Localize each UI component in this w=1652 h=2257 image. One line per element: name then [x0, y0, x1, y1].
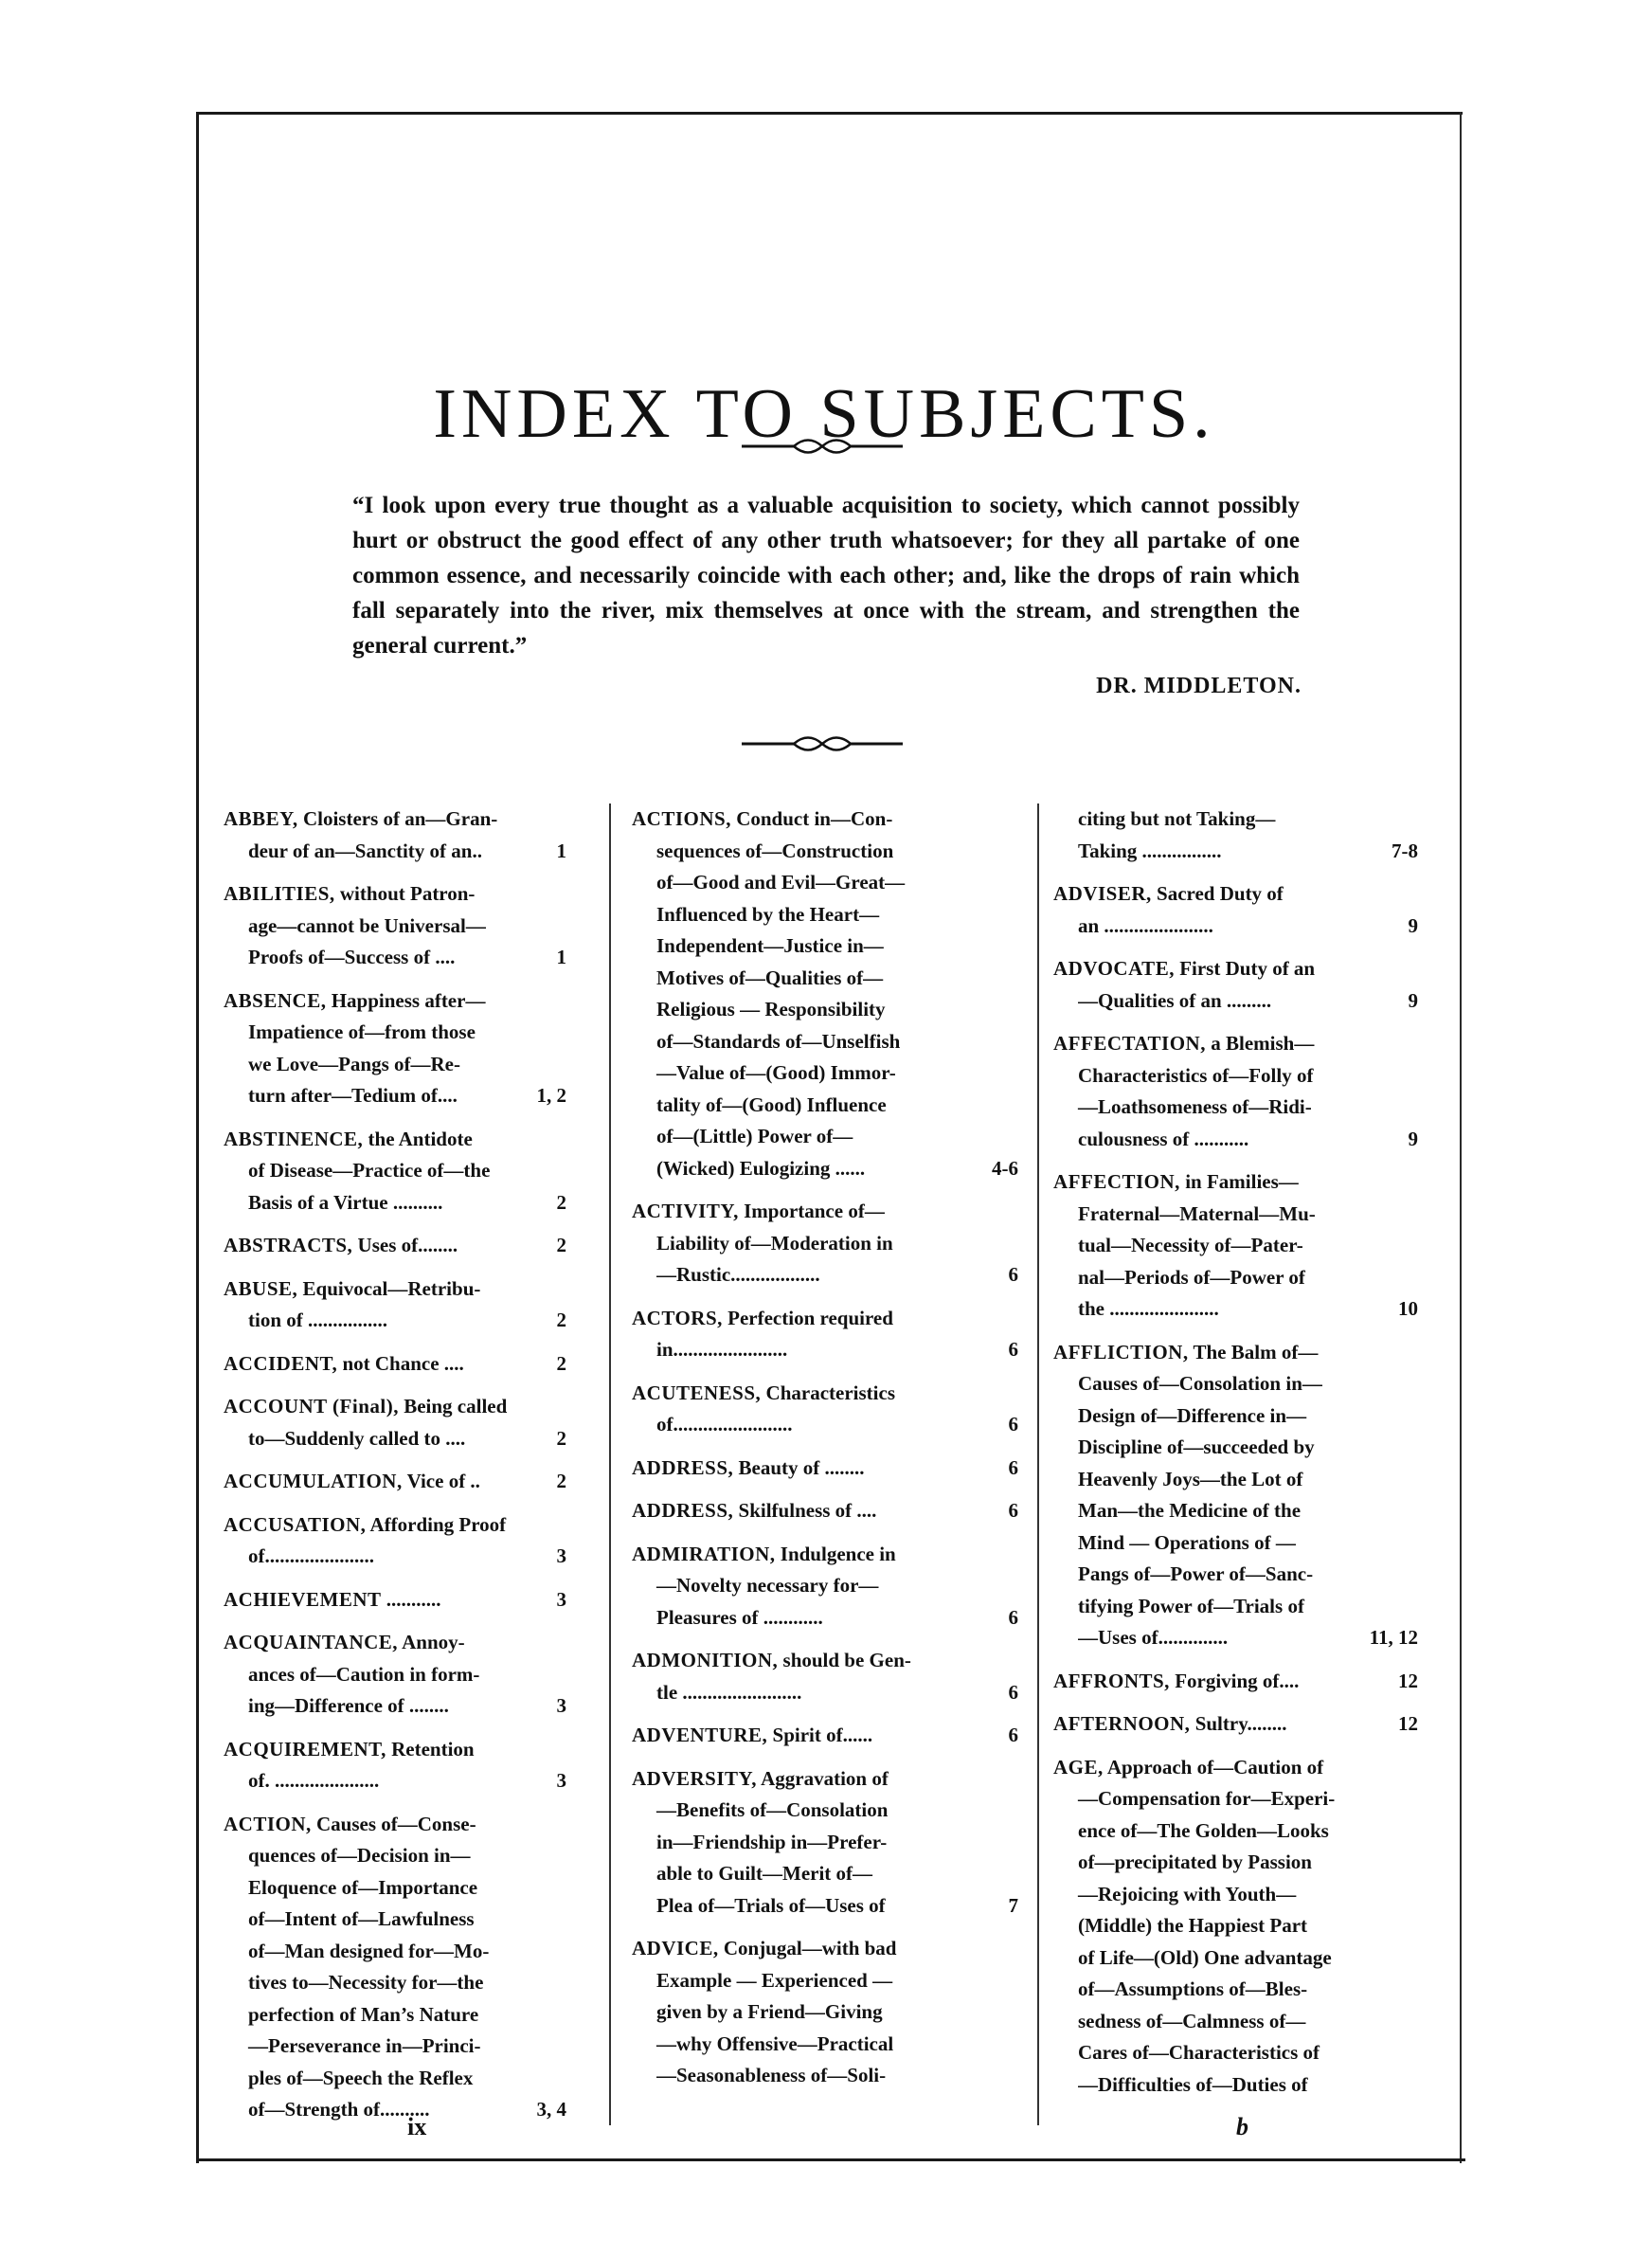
index-entry	[632, 1453, 1018, 1485]
index-entry	[224, 1466, 566, 1498]
entry-text: Plea of—Trials of—Uses of	[656, 1893, 886, 1917]
entry-text: Beauty of ........	[738, 1455, 865, 1479]
entry-page-ref: 3	[556, 1694, 566, 1717]
entry-heading: ABUSE,	[224, 1276, 298, 1300]
entry-heading: ACCIDENT,	[224, 1351, 338, 1375]
page-number: ix	[407, 2113, 427, 2140]
entry-text: First Duty of an	[1179, 957, 1316, 980]
entry-text: without Patron-	[339, 882, 476, 905]
index-entry	[632, 1196, 1018, 1291]
entry-text: Causes of—Consolation in—	[1078, 1372, 1322, 1395]
entry-page-ref: 2	[556, 1190, 566, 1214]
page-frame-left-rule	[196, 112, 199, 2163]
entry-page-ref: 9	[1408, 1127, 1418, 1150]
entry-text: Sacred Duty of	[1157, 882, 1284, 905]
entry-text: —Perseverance in—Princi-	[248, 2034, 481, 2057]
entry-heading: ADMONITION,	[632, 1649, 779, 1671]
entry-text: Being called	[404, 1395, 508, 1417]
entry-heading: ACHIEVEMENT	[224, 1587, 382, 1611]
entry-text: tual—Necessity of—Pater-	[1078, 1234, 1303, 1256]
entry-text: in.......................	[656, 1338, 788, 1361]
index-entry	[632, 1539, 1018, 1634]
entry-text: Cares of—Characteristics of	[1078, 2041, 1320, 2064]
entry-page-ref: 2	[556, 1351, 566, 1375]
entry-text: citing but not Taking—	[1078, 807, 1276, 830]
entry-page-ref: 3	[556, 1769, 566, 1792]
entry-text: a Blemish—	[1211, 1032, 1315, 1055]
entry-heading: ADDRESS,	[632, 1455, 734, 1479]
entry-text: —Difficulties of—Duties of	[1078, 2072, 1308, 2096]
entry-text: Impatience of—from those	[248, 1020, 476, 1043]
entry-text: sequences of—Construction	[656, 839, 894, 862]
entry-text: ples of—Speech the Reflex	[248, 2066, 474, 2089]
entry-text: of—Assumptions of—Bles-	[1078, 1977, 1308, 2000]
entry-text: Design of—Difference in—	[1078, 1403, 1307, 1427]
entry-page-ref: 6	[1008, 1338, 1018, 1361]
entry-heading: ABSTINENCE,	[224, 1127, 364, 1150]
page-frame-right-rule	[1460, 112, 1462, 2163]
entry-text: Eloquence of—Importance	[248, 1875, 478, 1899]
entry-page-ref: 1	[556, 839, 566, 862]
entry-text: in—Friendship in—Prefer-	[656, 1830, 888, 1853]
page-title: INDEX TO SUBJECTS.	[433, 374, 1215, 453]
entry-page-ref: 2	[556, 1309, 566, 1331]
entry-text: Religious — Responsibility	[656, 998, 886, 1020]
page-frame-top-rule	[196, 112, 1463, 115]
index-entry	[1053, 953, 1418, 1017]
entry-heading: AFFECTATION,	[1053, 1032, 1206, 1055]
entry-text: of—Standards of—Unselfish	[656, 1029, 901, 1053]
entry-text: tion of ................	[248, 1309, 387, 1331]
entry-heading: ADVISER,	[1053, 882, 1152, 905]
index-entry	[224, 1230, 566, 1262]
index-entry	[224, 1124, 566, 1219]
entry-text: nal—Periods of—Power of	[1078, 1265, 1305, 1289]
index-column-3	[1053, 803, 1418, 2112]
entry-page-ref: 2	[556, 1234, 566, 1256]
entry-text: —Uses of..............	[1078, 1626, 1229, 1649]
entry-page-ref: 6	[1008, 1680, 1018, 1704]
entry-text: Influenced by the Heart—	[656, 902, 880, 926]
entry-text: Aggravation of	[761, 1766, 889, 1790]
entry-text: Taking ................	[1078, 839, 1222, 862]
entry-text: —Rejoicing with Youth—	[1078, 1882, 1297, 1905]
entry-heading: ABILITIES,	[224, 882, 335, 905]
index-entry	[224, 1584, 566, 1616]
entry-text: ing—Difference of ........	[248, 1694, 449, 1717]
entry-text: ...........	[386, 1587, 441, 1611]
ornament-divider-icon	[742, 730, 903, 758]
entry-text: Pangs of—Power of—Sanc-	[1078, 1562, 1314, 1585]
entry-text: tle ........................	[656, 1680, 802, 1704]
entry-text: Fraternal—Maternal—Mu-	[1078, 1201, 1316, 1225]
entry-page-ref: 6	[1008, 1455, 1018, 1479]
entry-heading: ABSTRACTS,	[224, 1234, 353, 1256]
index-entry	[224, 1627, 566, 1723]
entry-text: —Qualities of an .........	[1078, 988, 1272, 1012]
entry-page-ref: 6	[1008, 1724, 1018, 1746]
entry-heading: ADDRESS,	[632, 1499, 734, 1522]
entry-text: of. .....................	[248, 1769, 380, 1792]
index-entry	[224, 1809, 566, 2126]
entry-text: of Life—(Old) One advantage	[1078, 1945, 1332, 1969]
index-entry	[632, 1933, 1018, 2092]
entry-text: Forgiving of....	[1175, 1669, 1300, 1692]
index-entry	[224, 1734, 566, 1797]
entry-page-ref: 1	[556, 946, 566, 968]
entry-text: Conduct in—Con-	[736, 807, 893, 830]
entry-text: Causes of—Conse-	[316, 1812, 476, 1835]
entry-text: —Rustic..................	[656, 1263, 820, 1286]
entry-heading: ADVERSITY,	[632, 1766, 758, 1790]
entry-text: sedness of—Calmness of—	[1078, 2009, 1306, 2032]
entry-text: given by a Friend—Giving	[656, 2000, 883, 2023]
entry-text: deur of an—Sanctity of an..	[248, 839, 482, 862]
entry-text: an ......................	[1078, 913, 1213, 937]
page-frame-bottom-rule	[196, 2158, 1465, 2161]
entry-text: quences of—Decision in—	[248, 1844, 471, 1867]
index-entry	[1053, 1028, 1418, 1155]
index-entry	[632, 1763, 1018, 1923]
entry-text: Proofs of—Success of ....	[248, 946, 456, 968]
entry-heading: ADVOCATE,	[1053, 957, 1175, 980]
entry-text: The Balm of—	[1193, 1340, 1319, 1363]
entry-text: tifying Power of—Trials of	[1078, 1594, 1304, 1617]
entry-text: of—Strength of..........	[248, 2098, 430, 2121]
epigraph-quote: “I look upon every true thought as a valuable acquisition to society, which cannot possibly hurt or obstruct the good effect of any other truth whatsoever; for they all partake of one common essence, and necessarily coincide with each other; and, like the drops of rain which fall separately into the river, mix themselves at once with the stream, and strengthen the general current.”	[352, 493, 1300, 659]
entry-text: of......................	[248, 1544, 374, 1567]
entry-text: —Value of—(Good) Immor-	[656, 1061, 896, 1084]
entry-heading: AGE,	[1053, 1755, 1104, 1779]
entry-text: Conjugal—with bad	[723, 1937, 897, 1959]
entry-heading: ADMIRATION,	[632, 1542, 776, 1565]
index-entry	[224, 1509, 566, 1573]
entry-page-ref: 9	[1408, 988, 1418, 1012]
entry-page-ref: 2	[556, 1426, 566, 1450]
entry-page-ref: 3, 4	[536, 2098, 566, 2121]
entry-text: Retention	[391, 1737, 475, 1760]
entry-text: Man—the Medicine of the	[1078, 1499, 1302, 1522]
index-entry	[632, 1303, 1018, 1366]
entry-page-ref: 3	[556, 1587, 566, 1611]
entry-page-ref: 3	[556, 1544, 566, 1567]
entry-text: Spirit of......	[772, 1724, 873, 1746]
index-entry	[632, 1645, 1018, 1708]
entry-text: the Antidote	[368, 1127, 473, 1150]
entry-page-ref: 4-6	[992, 1156, 1018, 1180]
entry-text: to—Suddenly called to ....	[248, 1426, 466, 1450]
entry-text: of—Good and Evil—Great—	[656, 871, 906, 894]
index-entry	[632, 803, 1018, 1184]
entry-page-ref: 9	[1408, 913, 1418, 937]
index-entry	[632, 1378, 1018, 1441]
entry-text: Motives of—Qualities of—	[656, 966, 884, 989]
entry-text: Characteristics	[765, 1381, 895, 1404]
entry-heading: AFFRONTS,	[1053, 1669, 1170, 1692]
index-entry	[1053, 1666, 1418, 1698]
index-column-1	[224, 803, 566, 2138]
index-entry	[1053, 1752, 1418, 2102]
entry-text: of—(Little) Power of—	[656, 1125, 853, 1147]
entry-text: Mind — Operations of —	[1078, 1530, 1296, 1554]
entry-text: ence of—The Golden—Looks	[1078, 1818, 1329, 1842]
entry-text: Cloisters of an—Gran-	[302, 807, 498, 830]
entry-heading: ACCOUNT (Final),	[224, 1395, 399, 1417]
entry-text: Liability of—Moderation in	[656, 1231, 893, 1255]
entry-heading: ACCUSATION,	[224, 1512, 367, 1536]
index-entry	[224, 803, 566, 867]
entry-text: —Loathsomeness of—Ridi-	[1078, 1095, 1312, 1118]
index-entry	[1053, 1708, 1418, 1741]
entry-text: Happiness after—	[331, 988, 486, 1012]
entry-text: —Compensation for—Experi-	[1078, 1787, 1336, 1810]
entry-page-ref: 6	[1008, 1413, 1018, 1435]
index-entry	[632, 1720, 1018, 1752]
entry-heading: ACTIVITY,	[632, 1200, 739, 1222]
entry-page-ref: 6	[1008, 1263, 1018, 1286]
entry-page-ref: 10	[1398, 1297, 1418, 1320]
entry-text: Heavenly Joys—the Lot of	[1078, 1467, 1303, 1490]
index-entry	[632, 1495, 1018, 1527]
entry-heading: ACUTENESS,	[632, 1381, 762, 1404]
entry-text: of—Intent of—Lawfulness	[248, 1907, 475, 1930]
entry-heading: ACTIONS,	[632, 807, 731, 830]
entry-text: Vice of ..	[406, 1470, 480, 1492]
entry-text: in Families—	[1185, 1170, 1299, 1193]
entry-text: Independent—Justice in—	[656, 934, 884, 957]
entry-text: Indulgence in	[780, 1542, 896, 1565]
entry-heading: ABSENCE,	[224, 988, 327, 1012]
entry-page-ref: 2	[556, 1470, 566, 1492]
entry-text: Approach of—Caution of	[1106, 1755, 1324, 1779]
entry-text: tality of—(Good) Influence	[656, 1092, 887, 1116]
index-entry	[224, 1348, 566, 1381]
column-separator-rule	[1037, 803, 1039, 2125]
index-entry	[1053, 1337, 1418, 1654]
entry-text: perfection of Man’s Nature	[248, 2002, 479, 2026]
entry-heading: ACTION,	[224, 1812, 312, 1835]
index-entry	[1053, 803, 1418, 867]
entry-text: Example — Experienced —	[656, 1968, 893, 1992]
column-separator-rule	[609, 803, 611, 2125]
entry-heading: ACCUMULATION,	[224, 1470, 403, 1492]
entry-text: not Chance ....	[342, 1351, 464, 1375]
signature-mark: b	[1236, 2113, 1248, 2140]
entry-text: of Disease—Practice of—the	[248, 1159, 491, 1182]
index-entry	[224, 1273, 566, 1337]
entry-text: Importance of—	[744, 1200, 885, 1222]
epigraph-author: DR. MIDDLETON.	[1096, 674, 1302, 698]
entry-page-ref: 12	[1398, 1669, 1418, 1692]
entry-text: —Seasonableness of—Soli-	[656, 2064, 887, 2086]
entry-heading: ABBEY,	[224, 807, 298, 830]
entry-text: Annoy-	[402, 1631, 465, 1653]
entry-text: Basis of a Virtue ..........	[248, 1190, 443, 1214]
entry-page-ref: 6	[1008, 1499, 1018, 1522]
entry-heading: AFFLICTION,	[1053, 1340, 1189, 1363]
entry-text: of—Man designed for—Mo-	[248, 1939, 490, 1962]
entry-heading: ADVICE,	[632, 1937, 719, 1959]
index-entry	[224, 878, 566, 974]
entry-text: Characteristics of—Folly of	[1078, 1063, 1314, 1087]
entry-text: the ......................	[1078, 1297, 1219, 1320]
entry-heading: AFFECTION,	[1053, 1170, 1180, 1193]
entry-text: Equivocal—Retribu-	[302, 1276, 481, 1300]
index-entry	[1053, 878, 1418, 942]
entry-text: tives to—Necessity for—the	[248, 1971, 484, 1994]
entry-text: Pleasures of ............	[656, 1605, 823, 1629]
entry-text: Discipline of—succeeded by	[1078, 1435, 1315, 1458]
entry-text: turn after—Tedium of....	[248, 1084, 458, 1107]
entry-heading: AFTERNOON,	[1053, 1712, 1191, 1735]
entry-page-ref: 7	[1008, 1893, 1018, 1917]
entry-heading: ACQUAINTANCE,	[224, 1631, 399, 1653]
entry-text: able to Guilt—Merit of—	[656, 1862, 873, 1885]
ornament-divider-icon	[742, 432, 903, 460]
entry-text: —why Offensive—Practical	[656, 2031, 894, 2055]
index-entry	[224, 1391, 566, 1454]
entry-text: should be Gen-	[782, 1649, 911, 1671]
entry-page-ref: 7-8	[1392, 839, 1418, 862]
entry-page-ref: 1, 2	[536, 1084, 566, 1107]
entry-text: —Novelty necessary for—	[656, 1574, 879, 1597]
entry-text: of........................	[656, 1413, 793, 1435]
index-column-2	[632, 803, 1018, 2104]
entry-text: (Wicked) Eulogizing ......	[656, 1156, 866, 1180]
entry-text: age—cannot be Universal—	[248, 913, 486, 937]
entry-text: Uses of........	[357, 1234, 458, 1256]
entry-heading: ACTORS,	[632, 1306, 723, 1329]
entry-page-ref: 12	[1398, 1712, 1418, 1735]
entry-text: Sultry........	[1194, 1712, 1287, 1735]
entry-text: of—precipitated by Passion	[1078, 1851, 1312, 1873]
entry-text: we Love—Pangs of—Re-	[248, 1052, 460, 1075]
entry-page-ref: 6	[1008, 1605, 1018, 1629]
entry-text: Perfection required	[727, 1306, 893, 1329]
entry-text: Skilfulness of ....	[738, 1499, 877, 1522]
entry-text: ances of—Caution in form-	[248, 1662, 480, 1686]
entry-text: Affording Proof	[369, 1512, 507, 1536]
entry-heading: ADVENTURE,	[632, 1724, 768, 1746]
index-entry	[224, 985, 566, 1112]
index-entry	[1053, 1166, 1418, 1326]
entry-text: culousness of ...........	[1078, 1127, 1249, 1150]
entry-text: (Middle) the Happiest Part	[1078, 1914, 1308, 1937]
entry-text: —Benefits of—Consolation	[656, 1798, 889, 1821]
entry-heading: ACQUIREMENT,	[224, 1737, 386, 1760]
entry-page-ref: 11, 12	[1369, 1626, 1418, 1649]
